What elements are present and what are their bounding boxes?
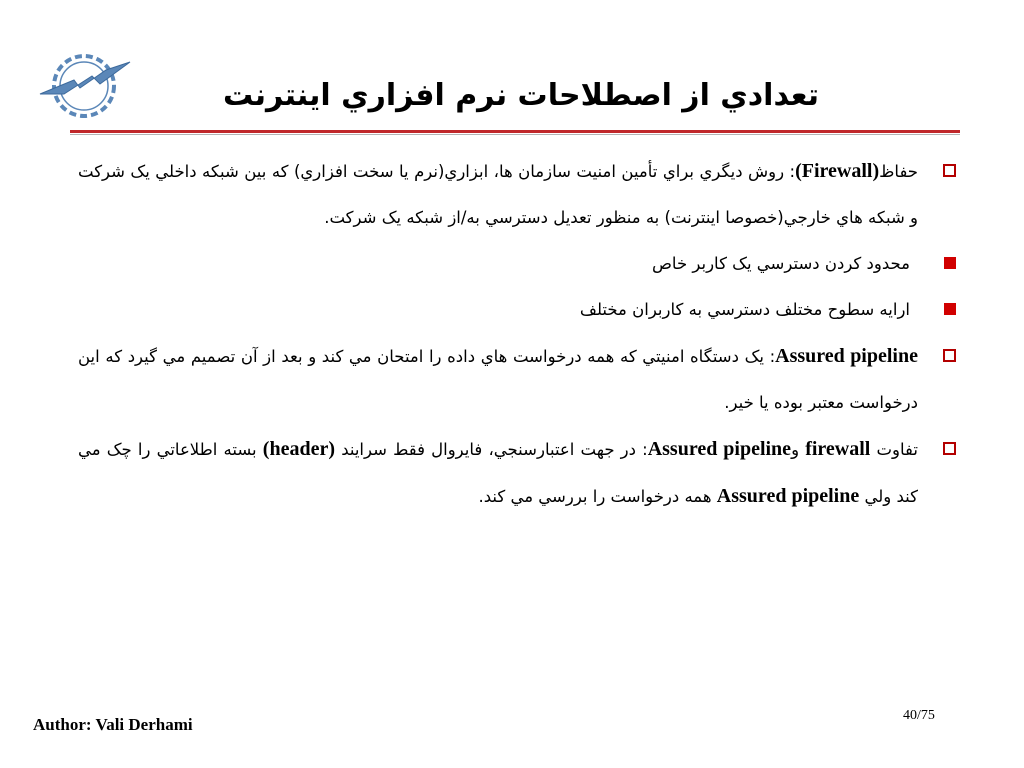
assured-pipeline-term: Assured pipeline (775, 345, 918, 367)
difference-term-assured-2: Assured pipeline (716, 485, 860, 507)
logo (34, 44, 134, 124)
hollow-square-bullet-icon (943, 349, 956, 362)
difference-term-assured-1: Assured pipeline (647, 438, 792, 460)
difference-end: همه درخواست را بررسي مي كند. (478, 487, 712, 506)
page-number: 40/75 (903, 708, 935, 723)
firewall-definition: : روش ديگري براي تأمين امنيت سازمان ها، ابزاري(نرم يا سخت افزاري) كه بين شبكه داخلي يک شركت و شبكه هاي خارجي(خصوصا اينترنت) به منظور تعديل دسترسي به/از شبكه يک شركت. (78, 162, 918, 227)
sub-item-2 (78, 287, 962, 333)
author-footer: Author: Vali Derhami (33, 715, 193, 734)
difference-term-firewall: firewall (805, 438, 871, 460)
firewall-term-prefix: حفاظ (879, 162, 918, 181)
difference-prefix: تفاوت (876, 440, 918, 459)
title-divider (70, 130, 960, 135)
sub-item-1 (78, 241, 962, 287)
sub-item-2-text: ارايه سطوح مختلف دسترسي به كاربران مختلف (579, 300, 910, 319)
difference-paragraph (78, 426, 962, 520)
assured-pipeline-definition: : يک دستگاه امنيتي كه همه درخواست هاي داده را امتحان مي كند و بعد از آن تصميم مي گيرد كه اين درخواست معتبر بوده يا خير. (78, 347, 918, 412)
hollow-square-bullet-icon (943, 442, 956, 455)
difference-mid2: بسته اطلاعاتي را چک مي كند ولي (78, 440, 918, 506)
firewall-term: (Firewall) (795, 160, 880, 182)
sub-item-1-text: محدود كردن دسترسي يک كاربر خاص (651, 254, 910, 273)
hollow-square-bullet-icon (943, 164, 956, 177)
assured-pipeline-paragraph (78, 333, 962, 426)
difference-term-header: (header) (262, 438, 336, 460)
filled-square-bullet-icon (944, 303, 956, 315)
difference-mid: : در جهت اعتبارسنجي، فايروال فقط سرايند (341, 440, 648, 459)
slide-content (78, 148, 962, 520)
slide-title: تعدادي از اصطلاحات نرم افزاري اينترنت (222, 78, 819, 113)
firewall-paragraph (78, 148, 962, 241)
difference-conj: و (791, 440, 800, 459)
gear-lightning-logo-icon (34, 44, 134, 124)
filled-square-bullet-icon (944, 257, 956, 269)
